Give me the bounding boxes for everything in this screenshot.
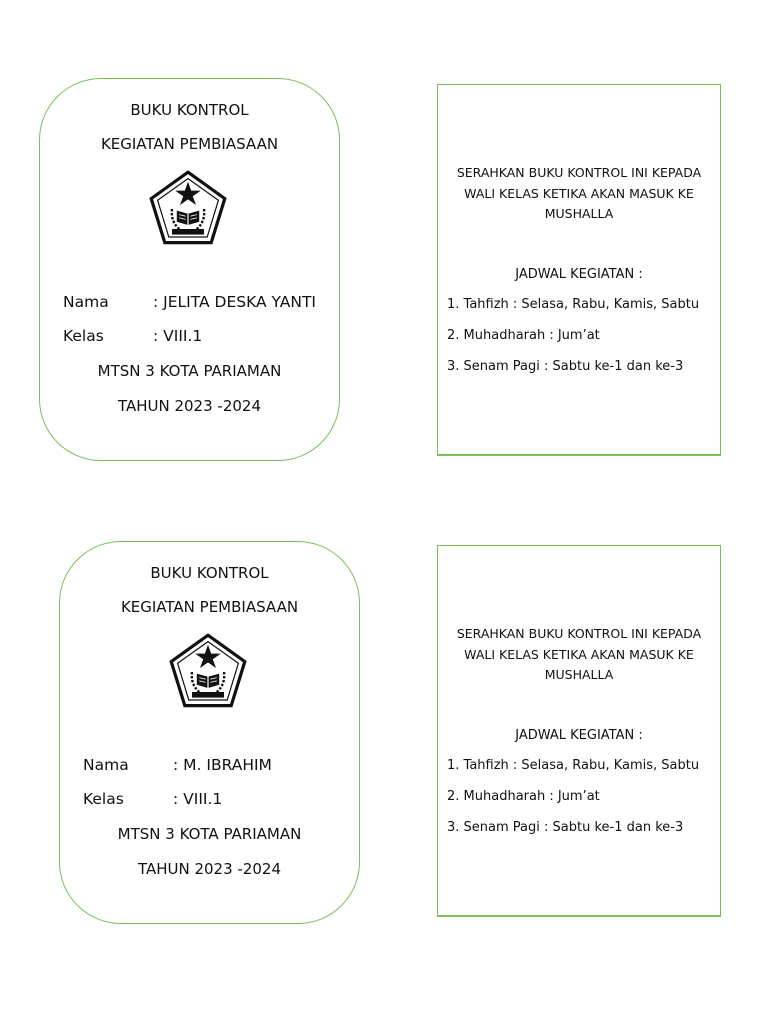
cover-card-2 [59,541,360,924]
notice-text: SERAHKAN BUKU KONTROL INI KEPADA WALI KELAS KETIKA AKAN MASUK KE MUSHALLA [456,165,702,221]
schedule-item: 3. Senam Pagi : Sabtu ke-1 dan ke-3 [447,820,684,835]
name-value: : JELITA DESKA YANTI [153,293,317,311]
school-year: TAHUN 2023 -2024 [117,397,262,415]
class-label: Kelas [83,790,124,808]
class-row [83,790,222,808]
name-label: Nama [63,293,109,311]
cover-title-line1: BUKU KONTROL [130,101,249,119]
kemenag-emblem-icon [168,632,248,712]
info-card-1 [437,84,721,456]
name-row [63,293,316,311]
cover-title-line1: BUKU KONTROL [150,564,269,582]
notice-text: SERAHKAN BUKU KONTROL INI KEPADA WALI KELAS KETIKA AKAN MASUK KE MUSHALLA [456,626,702,682]
schedule-item: 1. Tahfizh : Selasa, Rabu, Kamis, Sabtu [447,758,700,773]
school-name: MTSN 3 KOTA PARIAMAN [117,825,302,843]
schedule-title: JADWAL KEGIATAN : [515,267,643,282]
school-year: TAHUN 2023 -2024 [137,860,282,878]
cover-card-1 [39,78,340,461]
class-label: Kelas [63,327,104,345]
kemenag-emblem-icon [148,169,228,249]
schedule-item: 2. Muhadharah : Jum’at [447,328,600,343]
schedule-title: JADWAL KEGIATAN : [515,728,643,743]
cover-title-line2: KEGIATAN PEMBIASAAN [120,598,299,616]
class-value: : VIII.1 [153,327,203,345]
class-value: : VIII.1 [173,790,223,808]
class-row [63,327,202,345]
cover-title-line2: KEGIATAN PEMBIASAAN [100,135,279,153]
name-value: : M. IBRAHIM [173,756,272,774]
name-label: Nama [83,756,129,774]
schedule-item: 1. Tahfizh : Selasa, Rabu, Kamis, Sabtu [447,297,700,312]
schedule-item: 3. Senam Pagi : Sabtu ke-1 dan ke-3 [447,359,684,374]
name-row [83,756,272,774]
school-name: MTSN 3 KOTA PARIAMAN [97,362,282,380]
schedule-item: 2. Muhadharah : Jum’at [447,789,600,804]
info-card-2 [437,545,721,917]
